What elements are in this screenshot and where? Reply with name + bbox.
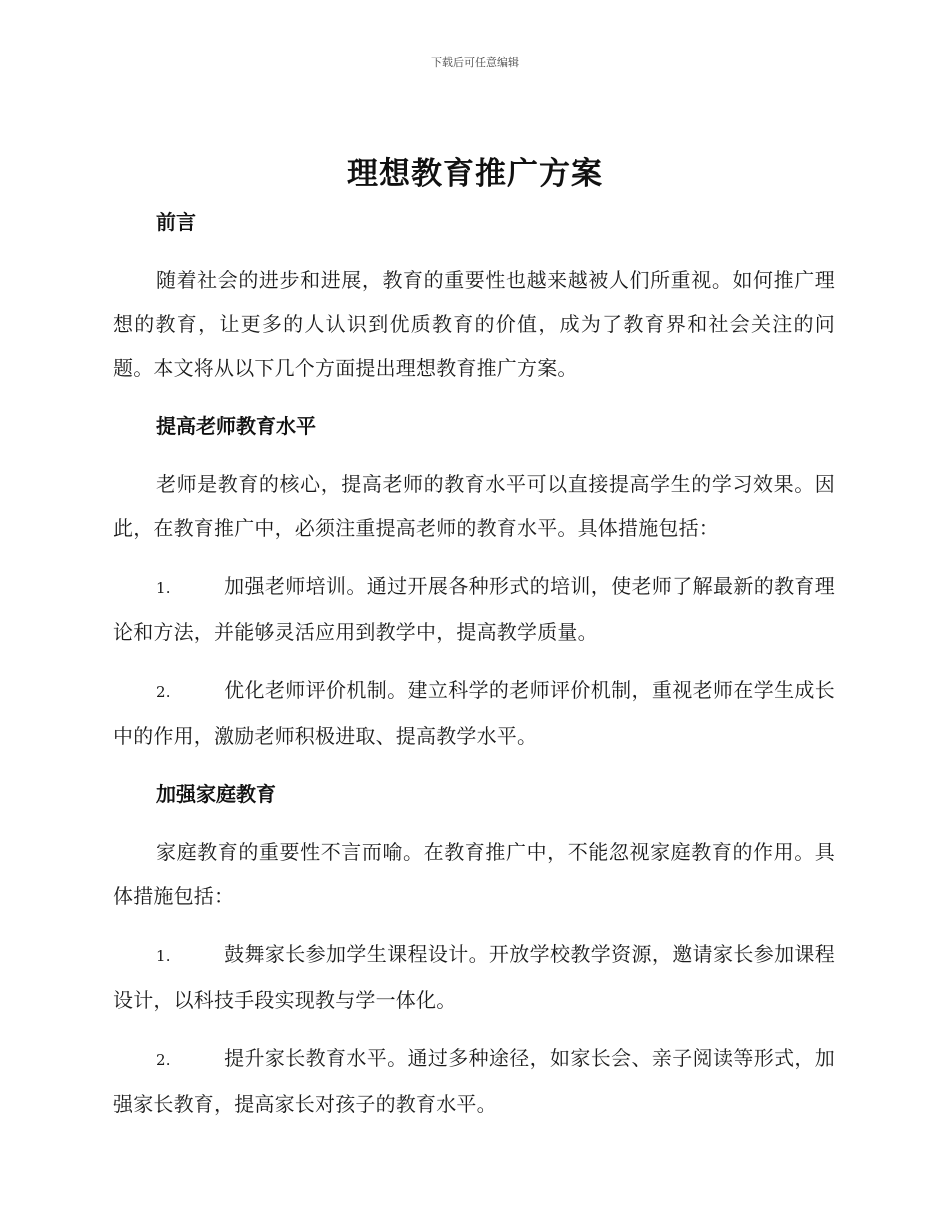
list-number: 2. xyxy=(156,1051,171,1069)
list-item xyxy=(113,1036,835,1126)
page-title: 理想教育推广方案 xyxy=(347,156,603,192)
section-paragraph: 家庭教育的重要性不言而喻。在教育推广中，不能忽视家庭教育的作用。具体措施包括： xyxy=(113,840,835,908)
list-number: 1. xyxy=(156,579,171,597)
list-item-text: 优化老师评价机制。建立科学的老师评价机制，重视老师在学生成长中的作用，激励老师积极进取、提高教学水平。 xyxy=(113,678,835,748)
list-number: 1. xyxy=(156,947,171,965)
section-heading: 前言 xyxy=(156,210,196,234)
section-paragraph: 老师是教育的核心，提高老师的教育水平可以直接提高学生的学习效果。因此，在教育推广中，必须注重提高老师的教育水平。具体措施包括： xyxy=(113,472,835,540)
section-heading: 加强家庭教育 xyxy=(156,782,276,806)
list-item-text: 鼓舞家长参加学生课程设计。开放学校教学资源，邀请家长参加课程设计，以科技手段实现教与学一体化。 xyxy=(113,942,835,1012)
section-preface xyxy=(113,200,835,390)
section-teacher-level xyxy=(113,404,835,758)
section-family-education xyxy=(113,772,835,1126)
document-body xyxy=(113,200,835,1140)
section-heading: 提高老师教育水平 xyxy=(156,414,316,438)
list-number: 2. xyxy=(156,683,171,701)
header-note: 下载后可任意编辑 xyxy=(431,56,519,69)
list-item-text: 提升家长教育水平。通过多种途径，如家长会、亲子阅读等形式，加强家长教育，提高家长对孩子的教育水平。 xyxy=(113,1046,835,1116)
list-item xyxy=(113,668,835,758)
list-item xyxy=(113,564,835,654)
list-item-text: 加强老师培训。通过开展各种形式的培训，使老师了解最新的教育理论和方法，并能够灵活应用到教学中，提高教学质量。 xyxy=(113,574,835,644)
section-paragraph: 随着社会的进步和进展，教育的重要性也越来越被人们所重视。如何推广理想的教育，让更多的人认识到优质教育的价值，成为了教育界和社会关注的问题。本文将从以下几个方面提出理想教育推广方案。 xyxy=(113,268,835,380)
list-item xyxy=(113,932,835,1022)
